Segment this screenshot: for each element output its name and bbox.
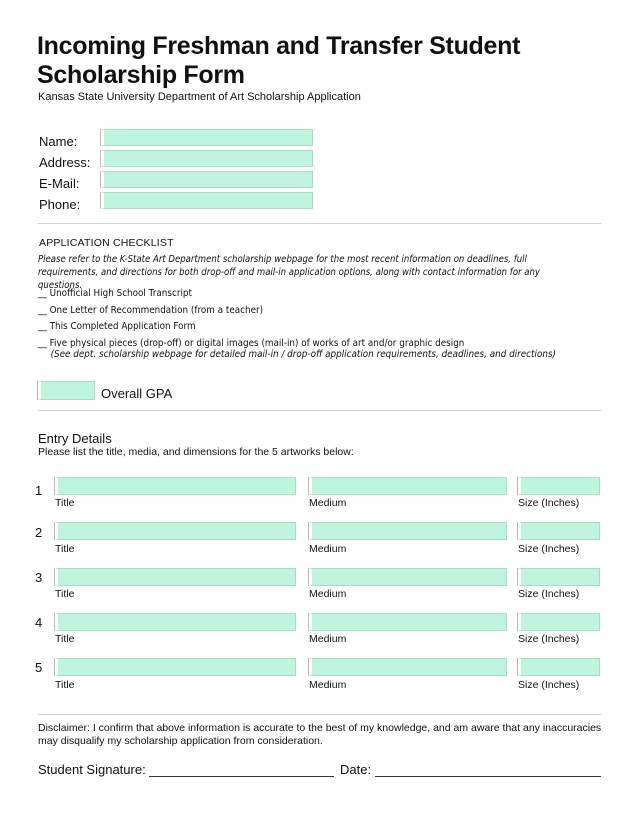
entry-number: 2 [35, 525, 43, 540]
entry-4-size-caption: Size (Inches) [518, 633, 580, 645]
checklist-note: Please refer to the K-State Art Department scholarship webpage for the most recent information on deadlines, full requirements, and directions for both drop-off and mail-in application options, along with contact information for any questions. [38, 254, 541, 291]
entry-4-title-field[interactable] [55, 613, 296, 631]
signature-line[interactable] [149, 776, 334, 777]
section-divider [38, 714, 601, 715]
entry-3-size-field[interactable] [518, 568, 600, 586]
entry-4-title-caption: Title [55, 633, 75, 645]
entry-5-medium-caption: Medium [309, 679, 347, 691]
entry-3-title-caption: Title [55, 588, 75, 600]
section-divider [38, 223, 601, 224]
entry-1-size-caption: Size (Inches) [518, 497, 580, 509]
checklist-item-artworks-note: (See dept. scholarship webpage for detailed mail-in / drop-off application requirements, deadlines, and directions) [50, 349, 556, 360]
entry-5-size-field[interactable] [518, 658, 600, 676]
entry-4-medium-field[interactable] [309, 613, 507, 631]
signature-label: Student Signature: [38, 762, 146, 777]
entry-number: 1 [35, 483, 43, 498]
entry-1-medium-field[interactable] [309, 477, 507, 495]
entry-2-size-caption: Size (Inches) [518, 543, 580, 555]
entry-1-title-caption: Title [55, 497, 75, 509]
entry-1-size-field[interactable] [518, 477, 600, 495]
date-label: Date: [340, 762, 372, 777]
entry-2-medium-caption: Medium [309, 543, 347, 555]
entry-2-medium-field[interactable] [309, 522, 507, 540]
checklist-item-artworks-text: __ Five physical pieces (drop-off) or digital images (mail-in) of works of art and/or graphic design [38, 338, 465, 349]
checklist-item-transcript: __ Unofficial High School Transcript [38, 288, 192, 299]
disclaimer-text: Disclaimer: I confirm that above information is accurate to the best of my knowledge, and am aware that any inaccuracies may disqualify my scholarship application from consideration. [38, 722, 602, 747]
entry-5-title-caption: Title [55, 679, 75, 691]
entry-2-title-caption: Title [55, 543, 75, 555]
entry-details-heading: Entry Details [38, 431, 112, 446]
entry-4-medium-caption: Medium [309, 633, 347, 645]
page-title: Incoming Freshman and Transfer Student Scholarship Form [37, 32, 521, 89]
entry-number: 3 [35, 570, 43, 585]
email-label: E-Mail: [39, 176, 80, 191]
entry-number: 4 [35, 615, 43, 630]
checklist-item-application: __ This Completed Application Form [38, 321, 196, 332]
entry-3-title-field[interactable] [55, 568, 296, 586]
entry-5-medium-field[interactable] [309, 658, 507, 676]
page-subtitle: Kansas State University Department of Art Scholarship Application [38, 91, 361, 103]
entry-2-size-field[interactable] [518, 522, 600, 540]
gpa-label: Overall GPA [101, 386, 173, 401]
email-field[interactable] [101, 171, 313, 188]
section-divider [38, 410, 601, 411]
entry-4-size-field[interactable] [518, 613, 600, 631]
entry-3-size-caption: Size (Inches) [518, 588, 580, 600]
entry-details-description: Please list the title, media, and dimensions for the 5 artworks below: [38, 446, 354, 458]
entry-1-medium-caption: Medium [309, 497, 347, 509]
phone-label: Phone: [39, 197, 81, 212]
checklist-item-recommendation: __ One Letter of Recommendation (from a teacher) [38, 305, 264, 316]
phone-field[interactable] [101, 192, 313, 209]
name-field[interactable] [101, 129, 313, 146]
entry-5-size-caption: Size (Inches) [518, 679, 580, 691]
entry-3-medium-field[interactable] [309, 568, 507, 586]
entry-3-medium-caption: Medium [309, 588, 347, 600]
entry-number: 5 [35, 660, 43, 675]
address-label: Address: [39, 155, 91, 170]
entry-2-title-field[interactable] [55, 522, 296, 540]
checklist-item-artworks [38, 338, 556, 360]
date-line[interactable] [375, 776, 601, 777]
address-field[interactable] [101, 150, 313, 167]
entry-1-title-field[interactable] [55, 477, 296, 495]
gpa-field[interactable] [38, 381, 95, 400]
entry-5-title-field[interactable] [55, 658, 296, 676]
checklist-heading: APPLICATION CHECKLIST [39, 237, 174, 249]
name-label: Name: [39, 134, 78, 149]
